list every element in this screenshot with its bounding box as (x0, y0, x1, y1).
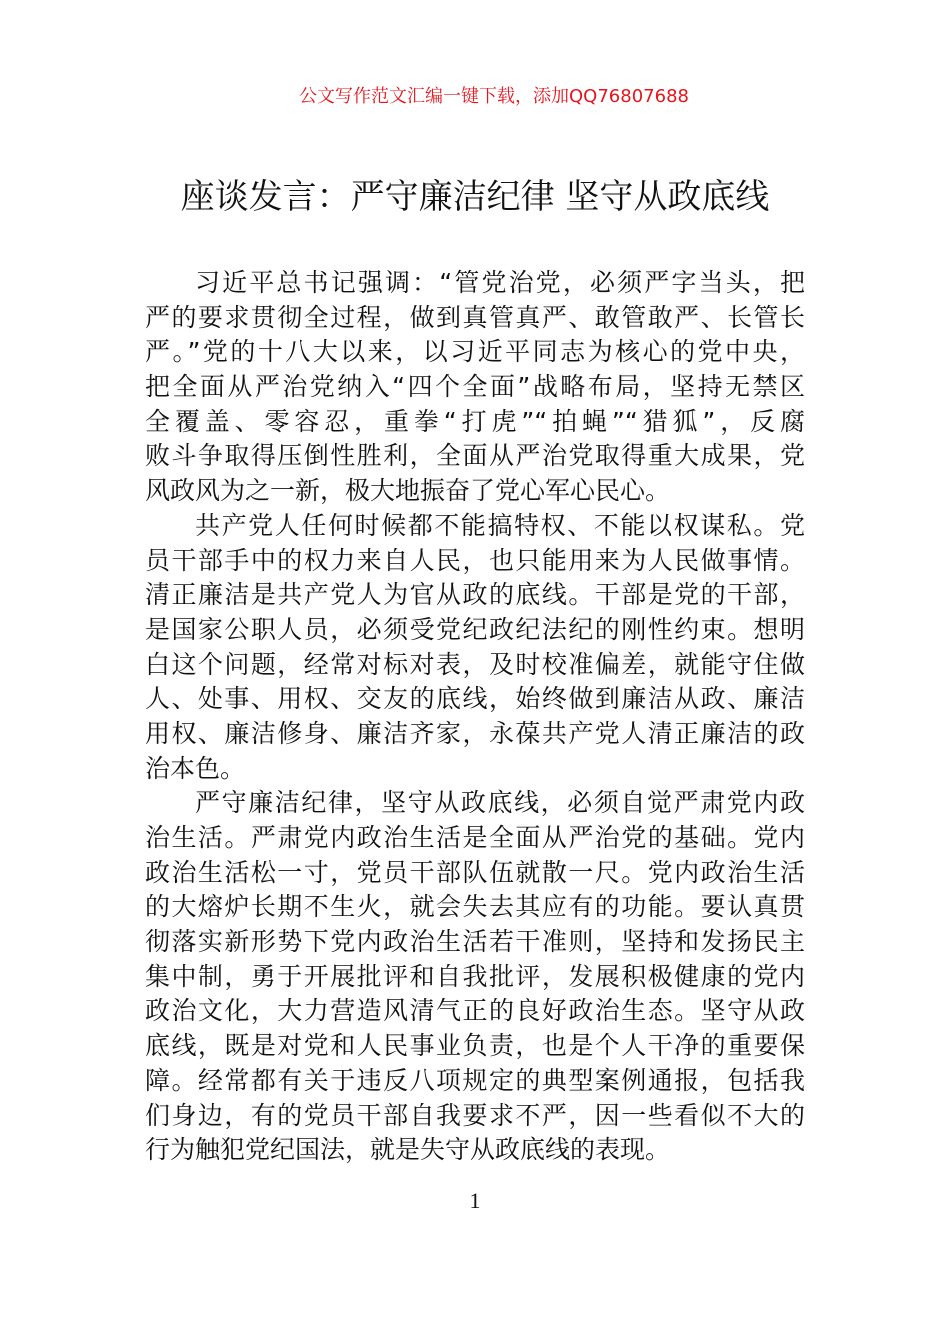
document-body (145, 266, 805, 1168)
text-line: 共产党人任何时候都不能搞特权、不能以权谋私。党 (195, 510, 805, 540)
text-line: 全覆盖、零容忍，重拳“打虎”“拍蝇”“猎狐”，反腐 (145, 406, 805, 436)
paragraph (145, 509, 805, 787)
text-line: 治生活。严肃党内政治生活是全面从严治党的基础。党内 (145, 823, 805, 852)
text-line: 治本色。 (145, 753, 246, 783)
text-line: 彻落实新形势下党内政治生活若干准则，坚持和发扬民主 (145, 927, 805, 957)
text-line: 严。”党的十八大以来，以习近平同志为核心的党中央， (145, 337, 805, 367)
text-line: 行为触犯党纪国法，就是失守从政底线的表现。 (145, 1135, 671, 1165)
text-line: 们身边，有的党员干部自我要求不严，因一些看似不大的 (145, 1100, 805, 1130)
text-line: 是国家公职人员，必须受党纪政纪法纪的刚性约束。想明 (145, 614, 805, 644)
paragraph (145, 786, 805, 1168)
text-line: 风政风为之一新，极大地振奋了党心军心民心。 (145, 476, 671, 506)
text-line: 障。经常都有关于违反八项规定的典型案例通报，包括我 (145, 1065, 805, 1095)
text-line: 政治文化，大力营造风清气正的良好政治生态。坚守从政 (145, 996, 805, 1026)
text-line: 败斗争取得压倒性胜利，全面从严治党取得重大成果，党 (145, 441, 805, 471)
text-line: 集中制，勇于开展批评和自我批评，发展积极健康的党内 (145, 961, 805, 991)
page-number: 1 (469, 1188, 481, 1213)
text-line: 底线，既是对党和人民事业负责，也是个人干净的重要保 (145, 1031, 805, 1061)
text-line: 员干部手中的权力来自人民，也只能用来为人民做事情。 (145, 545, 805, 575)
text-line: 用权、廉洁修身、廉洁齐家，永葆共产党人清正廉洁的政 (145, 718, 805, 748)
text-line: 清正廉洁是共产党人为官从政的底线。干部是党的干部， (145, 580, 805, 610)
text-line: 白这个问题，经常对标对表，及时校准偏差，就能守住做 (145, 649, 805, 679)
text-line: 的大熔炉长期不生火，就会失去其应有的功能。要认真贯 (145, 892, 805, 922)
text-line: 严的要求贯彻全过程，做到真管真严、敢管敢严、长管长 (145, 302, 805, 332)
text-line: 把全面从严治党纳入“四个全面”战略布局，坚持无禁区 (145, 372, 805, 402)
text-line: 人、处事、用权、交友的底线，始终做到廉洁从政、廉洁 (145, 684, 805, 714)
text-line: 严守廉洁纪律，坚守从政底线，必须自觉严肃党内政 (195, 788, 805, 818)
text-line: 习近平总书记强调：“管党治党，必须严字当头，把 (195, 268, 805, 297)
document-title: 座谈发言：严守廉洁纪律 坚守从政底线 (180, 177, 770, 217)
paragraph (145, 266, 805, 509)
download-notice: 公文写作范文汇编一键下载，添加QQ76807688 (299, 86, 689, 107)
text-line: 政治生活松一寸，党员干部队伍就散一尺。党内政治生活 (145, 857, 805, 887)
